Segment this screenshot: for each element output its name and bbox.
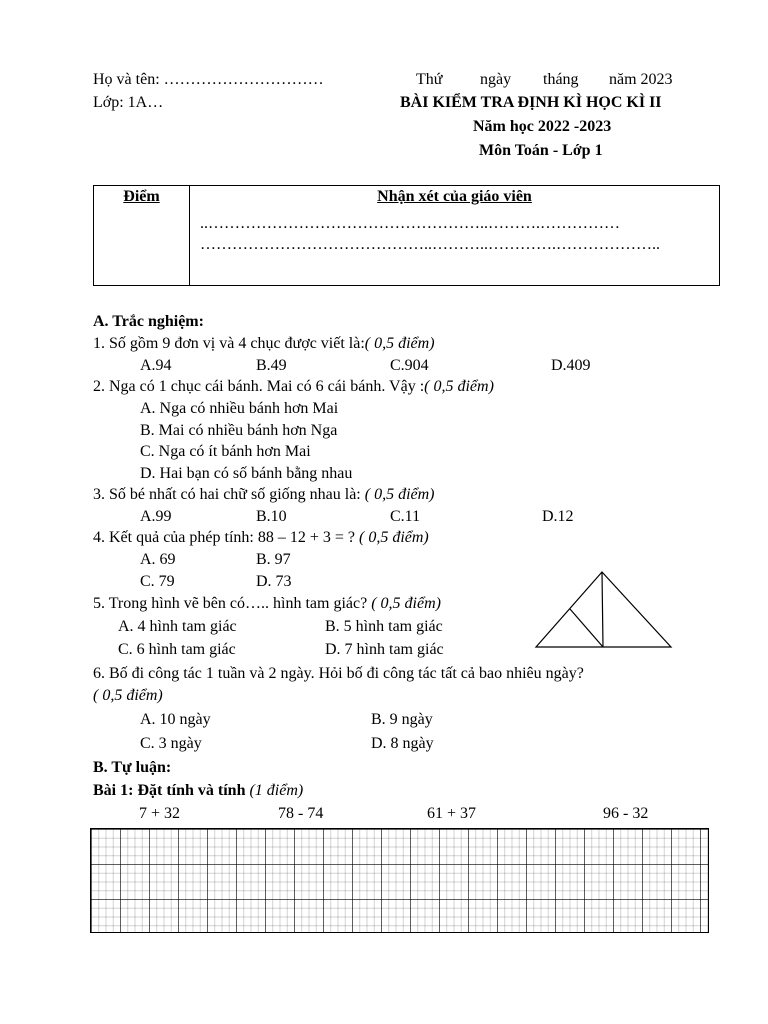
outer-triangle	[536, 572, 671, 647]
question-1	[93, 334, 435, 354]
q3-points: ( 0,5 điểm)	[360, 486, 435, 503]
triangle-median-line	[602, 572, 603, 647]
q2-points: ( 0,5 điểm)	[424, 378, 494, 395]
q4-points: ( 0,5 điểm)	[355, 529, 429, 546]
q1-text: 1. Số gồm 9 đơn vị và 4 chục được viết là:	[93, 335, 365, 352]
q1-points: ( 0,5 điểm)	[364, 335, 435, 352]
date-nam: năm 2023	[609, 71, 673, 88]
school-year: Năm học 2022 -2023	[473, 118, 612, 135]
q1-option-d: D.409	[551, 357, 591, 374]
bai-1-title: Bài 1: Đặt tính và tính	[93, 782, 246, 799]
q5-points: ( 0,5 điểm)	[367, 595, 441, 612]
calculation-grid	[90, 828, 709, 933]
date-ngay: ngày	[480, 71, 512, 88]
bai-1-heading	[93, 781, 303, 801]
q3-option-b: B.10	[256, 508, 287, 525]
q6-option-a: A. 10 ngày	[140, 711, 211, 728]
subject-line: Môn Toán - Lớp 1	[479, 142, 603, 159]
q5-option-b: B. 5 hình tam giác	[325, 618, 443, 635]
q6-option-b: B. 9 ngày	[371, 711, 433, 728]
grade-box	[93, 185, 720, 286]
q3-option-a: A.99	[140, 508, 172, 525]
question-2	[93, 377, 494, 397]
q6-option-d: D. 8 ngày	[371, 735, 434, 752]
q5-option-c: C. 6 hình tam giác	[118, 641, 236, 658]
triangle-figure	[530, 566, 675, 650]
score-cell	[94, 186, 190, 286]
bai-1-points: (1 điểm)	[245, 782, 304, 799]
question-5	[93, 594, 441, 614]
score-label: Điểm	[123, 188, 160, 205]
date-thang: tháng	[543, 71, 579, 88]
comment-dots-2: ……………………………………..………..………….………………..	[200, 236, 660, 253]
exam-title: BÀI KIỂM TRA ĐỊNH KÌ HỌC KÌ II	[400, 94, 662, 111]
q2-option-b: B. Mai có nhiều bánh hơn Nga	[140, 422, 338, 439]
q5-option-a: A. 4 hình tam giác	[118, 618, 237, 635]
triangle-inner-line	[570, 609, 603, 647]
date-thu: Thứ	[416, 71, 443, 88]
q3-option-c: C.11	[390, 508, 421, 525]
section-b-title: B. Tự luận:	[93, 759, 172, 776]
q2-option-c: C. Nga có ít bánh hơn Mai	[140, 443, 311, 460]
expression-1: 7 + 32	[139, 805, 181, 822]
q4-text: 4. Kết quả của phép tính: 88 – 12 + 3 = ?	[93, 529, 355, 546]
q6-option-c: C. 3 ngày	[140, 735, 202, 752]
name-field-line: Họ và tên: …………………………	[93, 71, 324, 88]
comment-dots-1: ..……………………………………………..……….……………	[200, 215, 620, 232]
q2-option-d: D. Hai bạn có số bánh bằng nhau	[140, 465, 353, 482]
expression-2: 78 - 74	[278, 805, 324, 822]
q3-option-d: D.12	[542, 508, 574, 525]
expression-4: 96 - 32	[603, 805, 649, 822]
q1-option-a: A.94	[140, 357, 172, 374]
expression-3: 61 + 37	[427, 805, 477, 822]
q2-option-a: A. Nga có nhiều bánh hơn Mai	[140, 400, 339, 417]
q4-option-a: A. 69	[140, 551, 176, 568]
q5-text: 5. Trong hình vẽ bên có….. hình tam giác?	[93, 595, 368, 612]
comment-cell	[190, 186, 720, 286]
q4-option-d: D. 73	[256, 573, 292, 590]
q6-points: ( 0,5 điểm)	[93, 687, 163, 704]
q2-text: 2. Nga có 1 chục cái bánh. Mai có 6 cái bánh. Vậy :	[93, 378, 425, 395]
q3-text: 3. Số bé nhất có hai chữ số giống nhau là:	[93, 486, 361, 503]
q1-option-b: B.49	[256, 357, 287, 374]
q4-option-c: C. 79	[140, 573, 175, 590]
q4-option-b: B. 97	[256, 551, 291, 568]
q5-option-d: D. 7 hình tam giác	[325, 641, 444, 658]
question-4	[93, 528, 429, 548]
question-3	[93, 485, 435, 505]
class-field-line: Lớp: 1A…	[93, 94, 164, 111]
q1-option-c: C.904	[390, 357, 429, 374]
section-a-title: A. Trắc nghiệm:	[93, 313, 204, 330]
comment-label: Nhận xét của giáo viên	[377, 188, 532, 205]
question-6: 6. Bố đi công tác 1 tuần và 2 ngày. Hỏi bố đi công tác tất cả bao nhiêu ngày?	[93, 665, 584, 682]
